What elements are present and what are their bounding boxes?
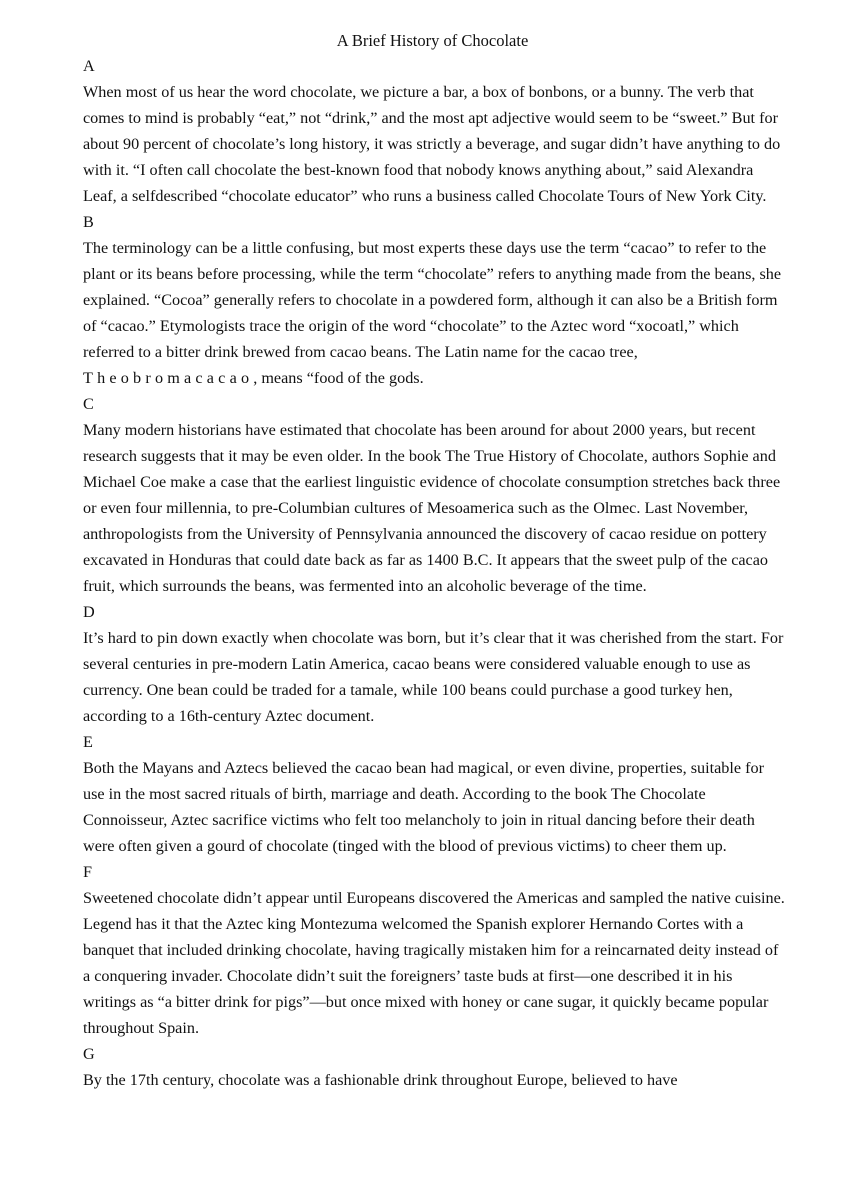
section-b-text-start: The terminology can be a little confusing, but most experts these days use the term “cacao” to refer to the plant or its beans before processing, while the term “chocolate” refers to anything made from the beans, she explained. “Cocoa” generally refers to chocolate in a powdered form, although it can also be a British form of “cacao.” Etymologists trace the origin of the word “chocolate” to the Aztec word “xocoatl,” which referred to a bitter drink brewed from cacao beans. The Latin name for the cacao tree, — [83, 239, 782, 361]
section-e-text: Both the Mayans and Aztecs believed the cacao bean had magical, or even divine, properties, suitable for use in the most sacred rituals of birth, marriage and death. According to the book The Chocolate Connoisseur, Aztec sacrifice victims who felt too melancholy to join in ritual dancing before their death were often given a gourd of chocolate (tinged with the blood of previous victims) to cheer them up. — [83, 759, 764, 855]
latin-name-theobroma: Theobromacacao — [83, 369, 254, 387]
section-f-text: Sweetened chocolate didn’t appear until Europeans discovered the Americas and sampled the native cuisine. Legend has it that the Aztec king Montezuma welcomed the Spanish explorer Hernando Cortes with a banquet that included drinking chocolate, having tragically mistaken him for a reincarnated deity instead of a conquering invader. Chocolate didn’t suit the foreigners’ taste buds at first—one described it in his writings as “a bitter drink for pigs”—but once mixed with honey or cane sugar, it quickly became popular throughout Spain. — [83, 889, 785, 1037]
section-letter-a: A — [83, 57, 95, 75]
section-c-text: Many modern historians have estimated that chocolate has been around for about 2000 years, but recent research suggests that it may be even older. In the book The True History of Chocolate, authors Sophie and Michael Coe make a case that the earliest linguistic evidence of chocolate consumption stretches back three or even four millennia, to pre-Columbian cultures of Mesoamerica such as the Olmec. Last November, anthropologists from the University of Pennsylvania announced the discovery of cacao residue on pottery excavated in Honduras that could date back as far as 1400 B.C. It appears that the sweet pulp of the cacao fruit, which surrounds the beans, was fermented into an alcoholic beverage of the time. — [83, 421, 781, 595]
section-b-text — [83, 235, 787, 391]
section-letter-b: B — [83, 213, 94, 231]
section-d-text: It’s hard to pin down exactly when chocolate was born, but it’s clear that it was cherished from the start. For several centuries in pre-modern Latin America, cacao beans were considered valuable enough to use as currency. One bean could be traded for a tamale, while 100 beans could purchase a good turkey hen, according to a 16th-century Aztec document. — [83, 629, 784, 725]
section-letter-d: D — [83, 603, 95, 621]
section-g-text: By the 17th century, chocolate was a fashionable drink throughout Europe, believed to have — [83, 1071, 678, 1089]
section-letter-f: F — [83, 863, 93, 881]
section-a-text: When most of us hear the word chocolate, we picture a bar, a box of bonbons, or a bunny. The verb that comes to mind is probably “eat,” not “drink,” and the most apt adjective would seem to be “sweet.” But for about 90 percent of chocolate’s long history, it was strictly a beverage, and sugar didn’t have anything to do with it. “I often call chocolate the best-known food that nobody knows anything about,” said Alexandra Leaf, a selfdescribed “chocolate educator” who runs a business called Chocolate Tours of New York City. — [83, 83, 781, 205]
section-letter-e: E — [83, 733, 93, 751]
document-title: A Brief History of Chocolate — [336, 31, 529, 50]
section-letter-g: G — [83, 1045, 95, 1063]
section-b-text-end: , means “food of the gods. — [253, 369, 424, 387]
section-letter-c: C — [83, 395, 94, 413]
document-body — [83, 53, 787, 1093]
